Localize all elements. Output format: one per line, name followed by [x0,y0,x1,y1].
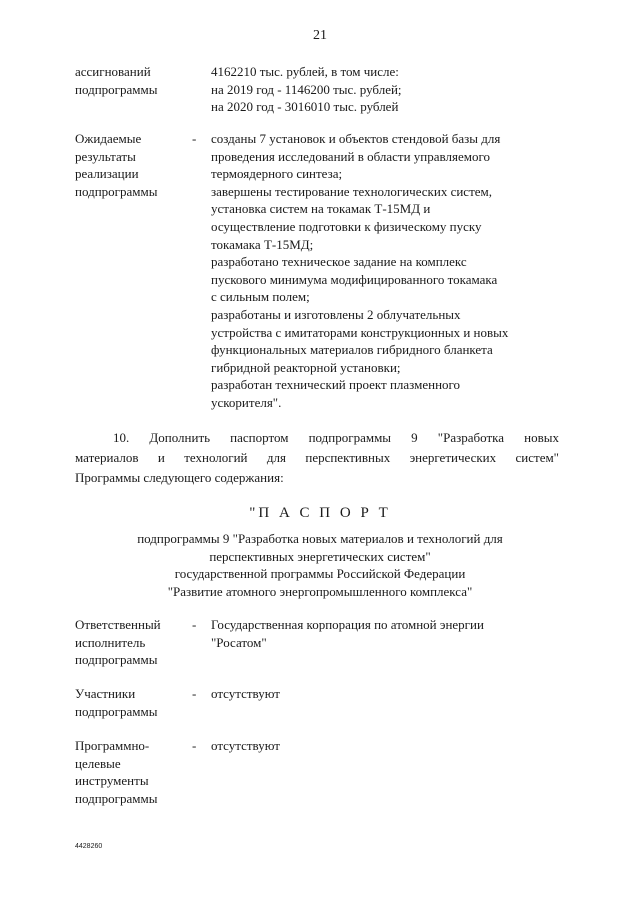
row-label [75,130,190,200]
label-line: результаты [75,148,136,164]
row-label [75,737,190,807]
paragraph-line: Программы следующего содержания: [75,470,284,485]
value-line: пускового минимума модифицированного токамака [211,271,498,287]
value-line: Государственная корпорация по атомной энергии [211,617,484,632]
label-line: подпрограммы [75,81,158,97]
amendment-paragraph [75,428,559,488]
subtitle-line: "Развитие атомного энергопромышленного комплекса" [167,583,473,599]
value-line: отсутствуют [211,686,280,701]
label-line: подпрограммы [75,183,158,199]
value-line: ускорителя". [211,394,282,410]
value-line: с сильным полем; [211,289,310,305]
row-value [211,63,571,116]
value-line: осуществление подготовки к физическому пуску [211,218,482,234]
value-line: 4162210 тыс. рублей, в том числе: [211,64,399,79]
value-line: функциональных материалов гибридного бланкета [211,342,493,358]
page-number: 21 [313,28,327,43]
row-value [211,685,571,703]
label-line: Ожидаемые [75,131,142,146]
subtitle-line: государственной программы Российской Федерации [174,566,466,581]
subtitle-line: подпрограммы 9 "Разработка новых материалов и технологий для [137,531,503,546]
value-line: гибридной реакторной установки; [211,359,401,375]
value-line: термоядерного синтеза; [211,166,343,182]
value-line: завершены тестирование технологических систем, [211,183,493,199]
value-line: проведения исследований в области управляемого [211,148,490,164]
passport-subtitle [0,530,640,600]
passport-title: "П А С П О Р Т [249,505,391,521]
label-line: подпрограммы [75,703,158,719]
row-label [75,685,190,720]
label-line: инструменты [75,773,149,789]
row-dash: - [192,686,197,701]
label-line: реализации [75,166,139,182]
value-line: устройства с имитаторами конструкционных и новых [211,324,509,340]
label-line: подпрограммы [75,652,158,668]
label-line: целевые [75,755,121,771]
value-line: токамака Т-15МД; [211,236,314,252]
value-line: "Росатом" [211,634,267,650]
label-line: Ответственный [75,617,161,632]
paragraph-line: 10. Дополнить паспортом подпрограммы 9 "Разработка новых [113,430,559,445]
value-line: на 2019 год - 1146200 тыс. рублей; [211,81,402,97]
value-line: установка систем на токамак Т-15МД и [211,201,431,217]
row-value [211,130,571,412]
value-line: разработан технический проект плазменного [211,377,461,393]
row-dash: - [192,738,197,753]
row-value [211,737,571,755]
row-label [75,616,190,669]
row-dash: - [192,617,197,632]
label-line: подпрограммы [75,790,158,806]
label-line: ассигнований [75,64,151,79]
label-line: исполнитель [75,634,146,650]
row-dash: - [192,131,197,146]
value-line: разработаны и изготовлены 2 облучательных [211,306,461,322]
label-line: Участники [75,686,136,701]
subtitle-line: перспективных энергетических систем" [209,548,431,564]
document-code: 4428260 [75,843,103,850]
value-line: отсутствуют [211,738,280,753]
value-line: созданы 7 установок и объектов стендовой базы для [211,131,501,146]
value-line: разработано техническое задание на комплекс [211,254,467,270]
value-line: на 2020 год - 3016010 тыс. рублей [211,99,399,115]
row-label [75,63,190,98]
row-value [211,616,571,651]
paragraph-line: материалов и технологий для перспективных энергетических систем" [75,450,559,465]
label-line: Программно- [75,738,150,753]
